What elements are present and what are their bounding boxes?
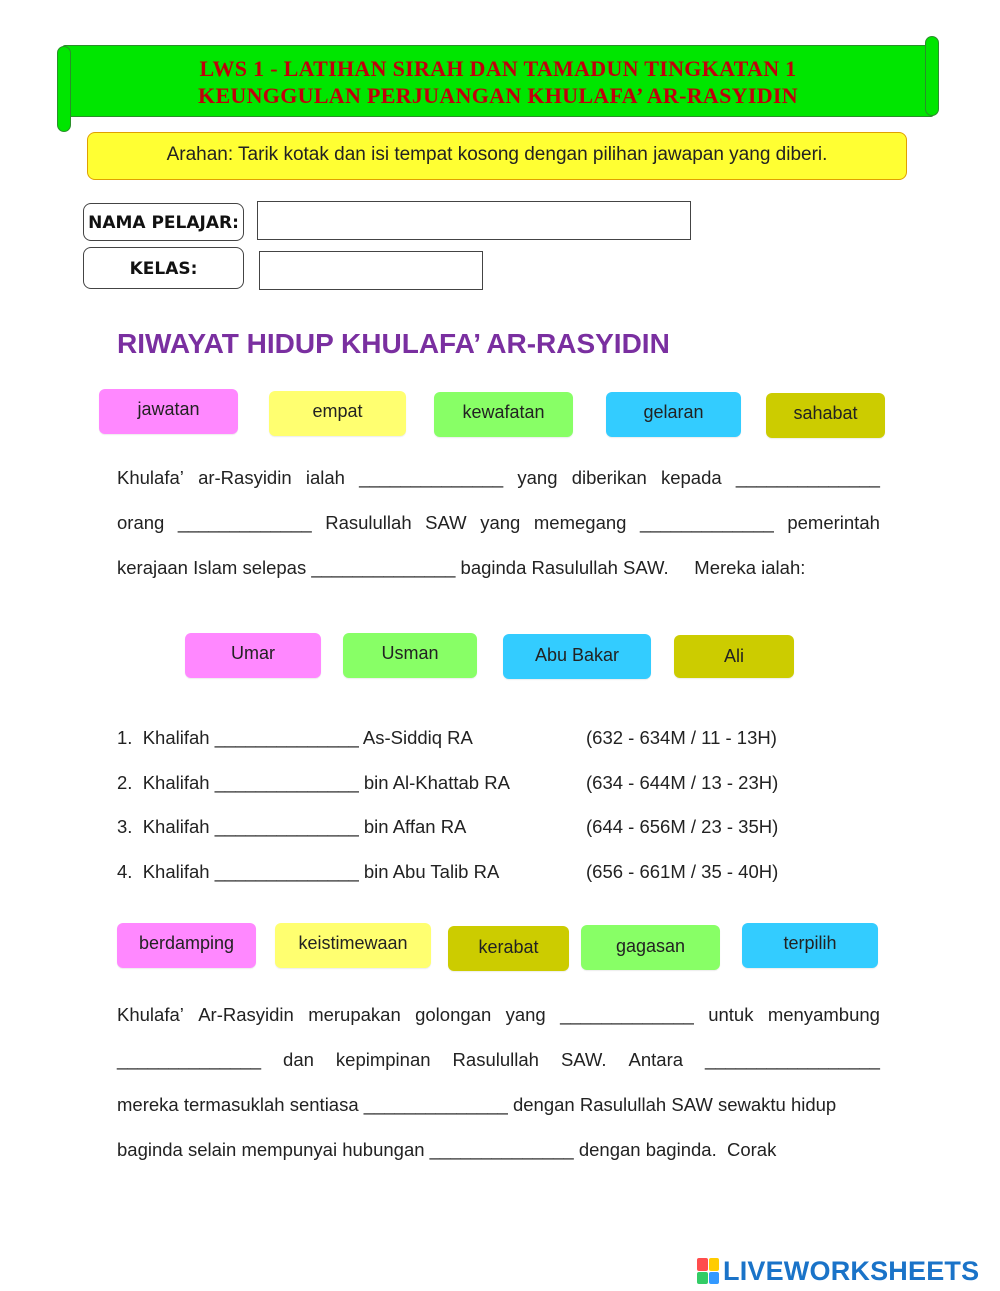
- blank-field[interactable]: _________________: [705, 1049, 880, 1070]
- word: ar-Rasyidin: [198, 467, 292, 488]
- word: Rasulullah: [325, 512, 412, 533]
- word: yang: [505, 1004, 546, 1025]
- word: diberikan: [571, 467, 647, 488]
- caliph-item-text: 4. Khalifah ______________ bin Abu Talib RA: [117, 861, 500, 882]
- blank-field[interactable]: ______________: [735, 467, 880, 488]
- answer-chip[interactable]: sahabat: [766, 393, 885, 438]
- word: dan: [283, 1049, 314, 1070]
- student-name-label: NAMA PELAJAR:: [83, 203, 244, 241]
- word: merupakan: [308, 1004, 401, 1025]
- logo-tile: [709, 1258, 720, 1271]
- word: Khulafa’: [117, 1004, 184, 1025]
- word: menyambung: [767, 1004, 880, 1025]
- word: Rasulullah: [452, 1049, 539, 1070]
- section-title: RIWAYAT HIDUP KHULAFA’ AR-RASYIDIN: [117, 328, 670, 359]
- answer-chip[interactable]: Usman: [343, 633, 477, 678]
- paragraph2-line4: baginda selain mempunyai hubungan ______________ dengan baginda. Corak: [117, 1139, 777, 1160]
- banner-title-line2: KEUNGGULAN PERJUANGAN KHULAFA’ AR-RASYIDIN: [198, 83, 798, 108]
- word: pemerintah: [787, 512, 880, 533]
- logo-text: LIVEWORKSHEETS: [723, 1255, 980, 1286]
- paragraph1-line3: kerajaan Islam selepas ______________ baginda Rasulullah SAW. Mereka ialah:: [117, 557, 806, 578]
- answer-chip[interactable]: jawatan: [99, 389, 238, 434]
- paragraph2-line1: [117, 1004, 880, 1026]
- caliph-item-text: 1. Khalifah ______________ As-Siddiq RA: [117, 727, 473, 748]
- caliph-item-text: 3. Khalifah ______________ bin Affan RA: [117, 816, 467, 837]
- blank-field[interactable]: _____________: [560, 1004, 694, 1025]
- word: kepimpinan: [335, 1049, 431, 1070]
- paragraph2-line2: [117, 1049, 880, 1071]
- caliph-item-date: (656 - 661M / 35 - 40H): [586, 861, 779, 882]
- caliph-item-date: (634 - 644M / 13 - 23H): [586, 772, 779, 793]
- answer-chip[interactable]: kewafatan: [434, 392, 573, 437]
- logo-tile: [709, 1272, 720, 1285]
- banner-scroll-left: [57, 46, 71, 132]
- word: SAW.: [560, 1049, 607, 1070]
- word: golongan: [415, 1004, 492, 1025]
- word: Antara: [628, 1049, 684, 1070]
- word: yang: [480, 512, 521, 533]
- logo-mark-icon: [697, 1258, 719, 1284]
- student-name-input[interactable]: [257, 201, 691, 240]
- blank-field[interactable]: ______________: [117, 1049, 262, 1070]
- title-banner: [62, 45, 934, 117]
- word: SAW: [425, 512, 467, 533]
- caliph-item-date: (644 - 656M / 23 - 35H): [586, 816, 779, 837]
- word: memegang: [533, 512, 627, 533]
- caliph-item-date: (632 - 634M / 11 - 13H): [586, 727, 777, 748]
- answer-chip[interactable]: gelaran: [606, 392, 741, 437]
- word: ialah: [305, 467, 345, 488]
- word: untuk: [708, 1004, 754, 1025]
- answer-chip[interactable]: terpilih: [742, 923, 878, 968]
- answer-chip[interactable]: Abu Bakar: [503, 634, 651, 679]
- answer-chip[interactable]: keistimewaan: [275, 923, 431, 968]
- blank-field[interactable]: ______________: [359, 467, 504, 488]
- answer-chip[interactable]: empat: [269, 391, 406, 436]
- blank-field[interactable]: _____________: [177, 512, 312, 533]
- caliph-item-text: 2. Khalifah ______________ bin Al-Khattab RA: [117, 772, 510, 793]
- answer-chip[interactable]: kerabat: [448, 926, 569, 971]
- word: Khulafa’: [117, 467, 184, 488]
- logo-tile: [697, 1272, 708, 1285]
- word: Ar-Rasyidin: [198, 1004, 294, 1025]
- instruction-box: Arahan: Tarik kotak dan isi tempat kosong dengan pilihan jawapan yang diberi.: [87, 132, 907, 180]
- banner-title-line1: LWS 1 - LATIHAN SIRAH DAN TAMADUN TINGKATAN 1: [199, 56, 797, 81]
- answer-chip[interactable]: berdamping: [117, 923, 256, 968]
- paragraph1-line2: [117, 512, 880, 534]
- liveworksheets-logo: [697, 1254, 979, 1288]
- answer-chip[interactable]: Ali: [674, 635, 794, 678]
- answer-chip[interactable]: Umar: [185, 633, 321, 678]
- class-input[interactable]: [259, 251, 483, 290]
- word: kepada: [660, 467, 722, 488]
- class-label: KELAS:: [83, 247, 244, 289]
- paragraph1-line1: [117, 467, 880, 489]
- word: orang: [117, 512, 165, 533]
- banner-scroll-right: [925, 36, 939, 116]
- answer-chip[interactable]: gagasan: [581, 925, 720, 970]
- word: yang: [517, 467, 558, 488]
- logo-tile: [697, 1258, 708, 1271]
- blank-field[interactable]: _____________: [640, 512, 774, 533]
- paragraph2-line3: mereka termasuklah sentiasa ______________ dengan Rasulullah SAW sewaktu hidup: [117, 1094, 837, 1115]
